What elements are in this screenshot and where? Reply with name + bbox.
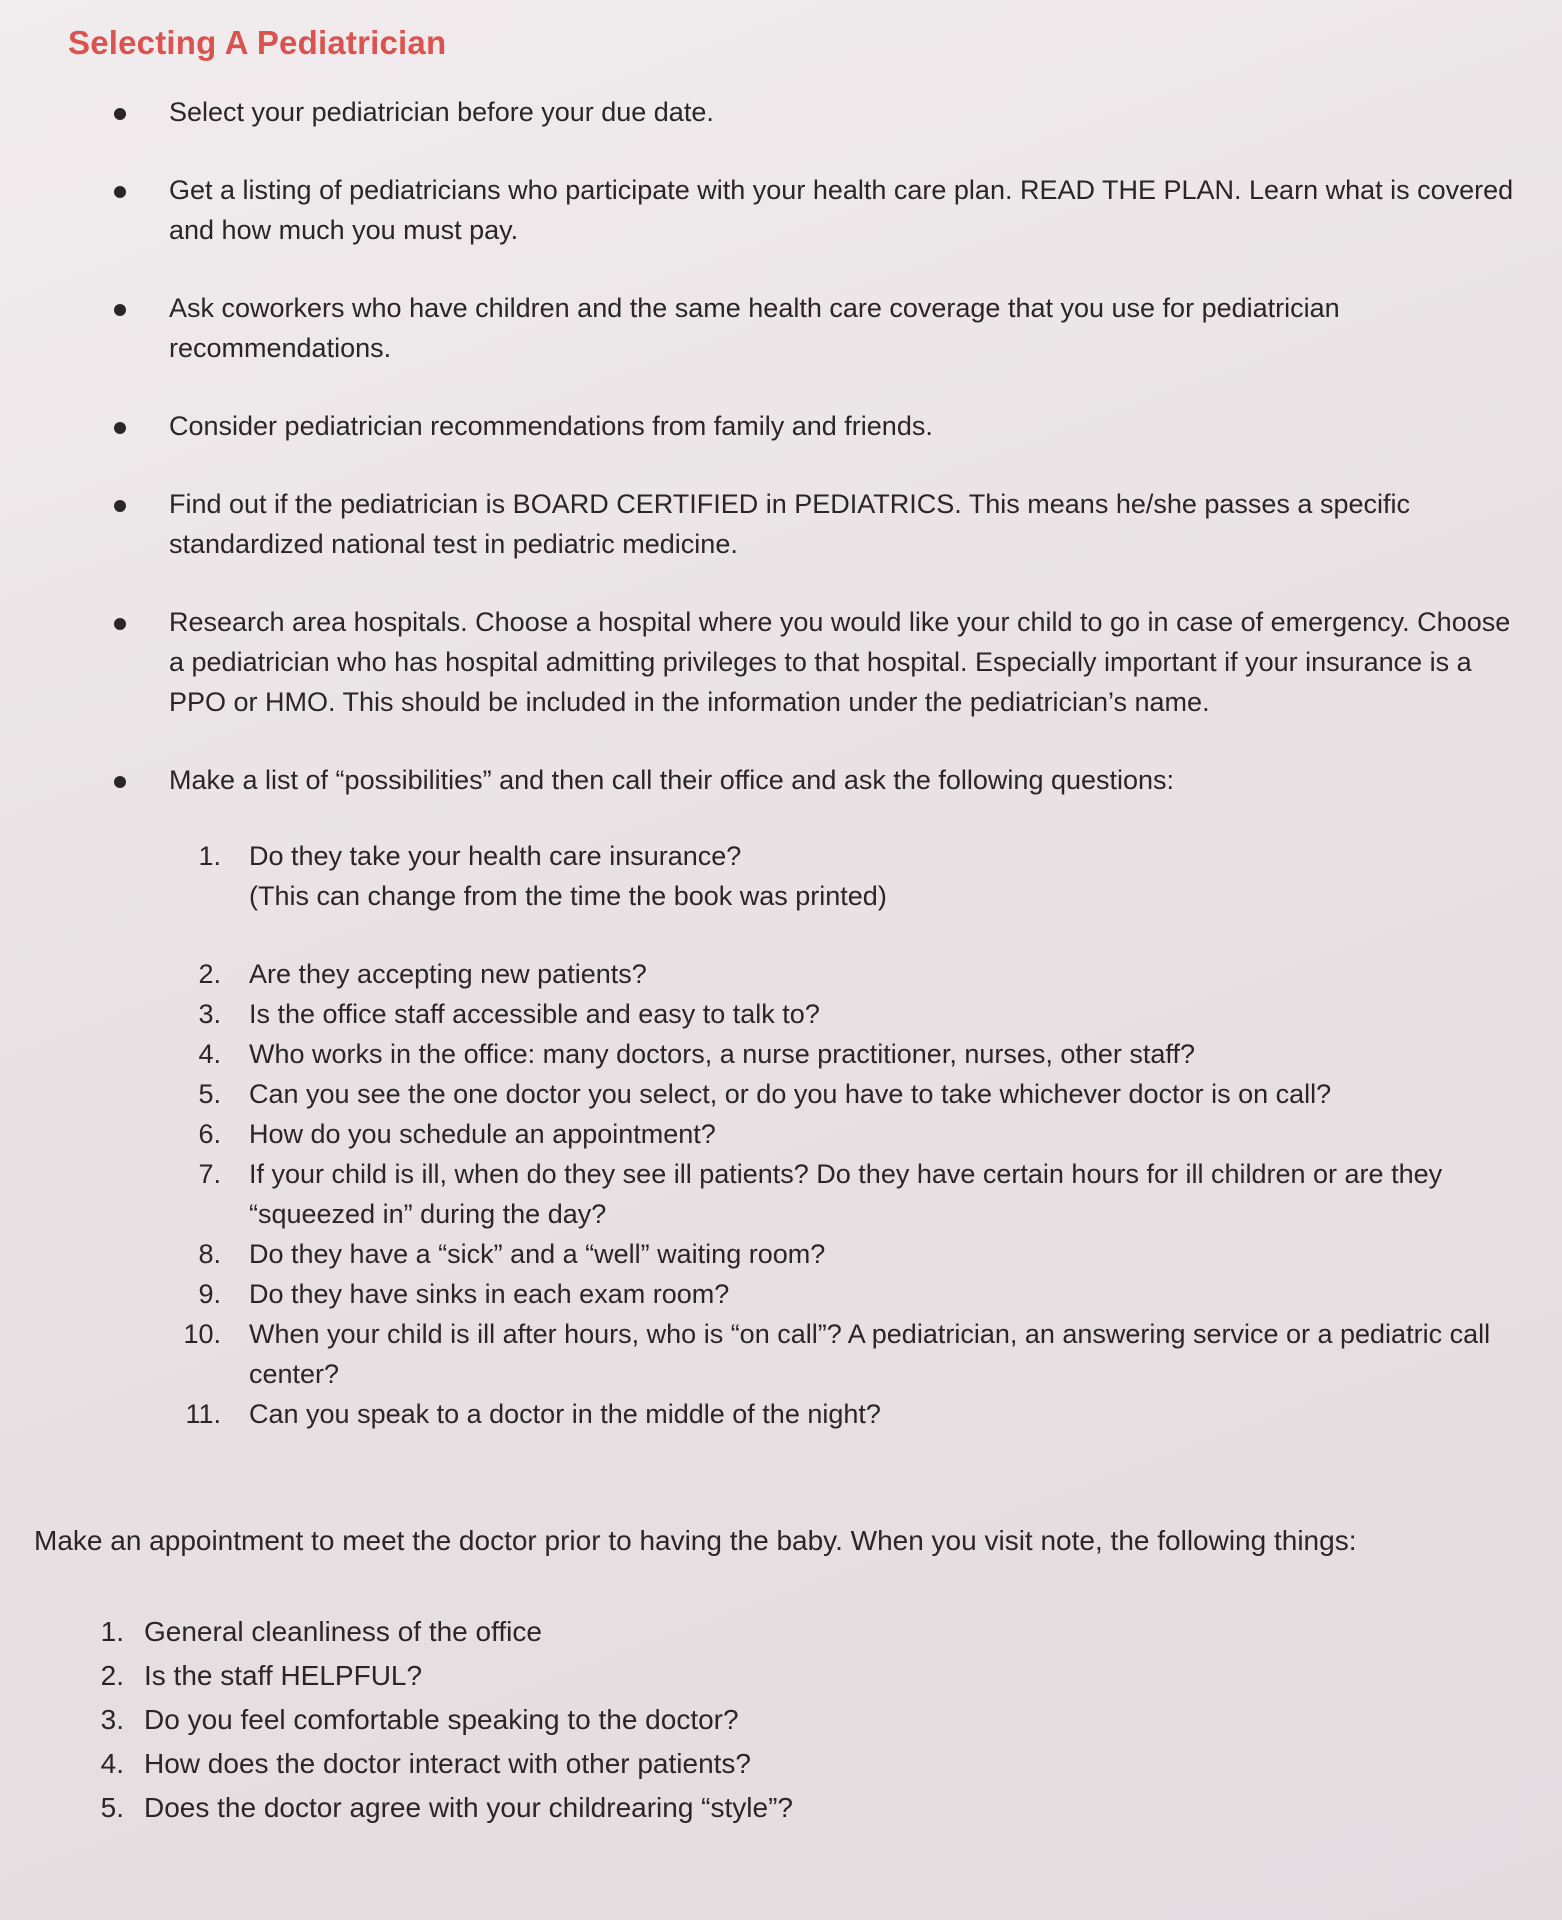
question-number: 3.: [198, 999, 221, 1029]
question-note: (This can change from the time the book was printed): [249, 881, 887, 911]
question-text: Is the office staff accessible and easy to talk to?: [249, 999, 820, 1029]
checklist-text: Is the staff HELPFUL?: [144, 1660, 423, 1691]
question-item: [169, 836, 1532, 916]
bullet-icon: [114, 776, 126, 788]
checklist-item: [34, 1742, 1532, 1786]
question-text: Can you speak to a doctor in the middle of the night?: [249, 1399, 881, 1429]
question-text: How do you schedule an appointment?: [249, 1119, 716, 1149]
checklist-number: 5.: [100, 1792, 124, 1823]
checklist-text: General cleanliness of the office: [144, 1616, 542, 1647]
question-text: Do they have a “sick” and a “well” waiting room?: [249, 1239, 826, 1269]
question-text: Can you see the one doctor you select, or do you have to take whichever doctor is on call?: [249, 1079, 1332, 1109]
question-number: 4.: [198, 1039, 221, 1069]
tip-item: [34, 760, 1532, 1434]
question-text: Who works in the office: many doctors, a nurse practitioner, nurses, other staff?: [249, 1039, 1195, 1069]
question-item: [169, 1394, 1532, 1434]
checklist-item: [34, 1698, 1532, 1742]
visit-checklist: [34, 1610, 1532, 1830]
question-number: 1.: [198, 841, 221, 871]
checklist-text: How does the doctor interact with other patients?: [144, 1748, 752, 1779]
checklist-text: Does the doctor agree with your childrearing “style”?: [144, 1792, 793, 1823]
tip-text: Research area hospitals. Choose a hospital where you would like your child to go in case of emergency. Choose a pediatrician who has hospital admitting privileges to that hospital. Especially important if your insurance is a PPO or HMO. This should be included in the information under the pediatrician’s name.: [169, 607, 1511, 717]
checklist-text: Do you feel comfortable speaking to the doctor?: [144, 1704, 739, 1735]
question-text: If your child is ill, when do they see ill patients? Do they have certain hours for ill children or are they “squeezed in” during the day?: [249, 1159, 1443, 1229]
question-text: Are they accepting new patients?: [249, 959, 647, 989]
bullet-icon: [114, 500, 126, 512]
question-item: [169, 1314, 1532, 1394]
tip-text: Consider pediatrician recommendations from family and friends.: [169, 411, 933, 441]
question-text: Do they take your health care insurance?: [249, 841, 742, 871]
bullet-icon: [114, 108, 126, 120]
checklist-item: [34, 1786, 1532, 1830]
question-item: [169, 1274, 1532, 1314]
question-list: [169, 836, 1532, 1434]
checklist-number: 2.: [100, 1660, 124, 1691]
tip-text: Ask coworkers who have children and the same health care coverage that you use for pediatrician recommendations.: [169, 293, 1340, 363]
question-text: Do they have sinks in each exam room?: [249, 1279, 730, 1309]
question-text: When your child is ill after hours, who is “on call”? A pediatrician, an answering service or a pediatric call center?: [249, 1319, 1491, 1389]
tip-item: [34, 602, 1532, 722]
question-item: [169, 1074, 1532, 1114]
tip-text: Find out if the pediatrician is BOARD CERTIFIED in PEDIATRICS. This means he/she passes a specific standardized national test in pediatric medicine.: [169, 489, 1410, 559]
bullet-icon: [114, 422, 126, 434]
closing-paragraph: Make an appointment to meet the doctor prior to having the baby. When you visit note, the following things:: [34, 1525, 1357, 1556]
question-number: 9.: [198, 1279, 221, 1309]
checklist-item: [34, 1610, 1532, 1654]
question-number: 7.: [198, 1159, 221, 1189]
checklist-number: 3.: [100, 1704, 124, 1735]
tip-text: Get a listing of pediatricians who participate with your health care plan. READ THE PLAN. Learn what is covered and how much you must pay.: [169, 175, 1514, 245]
question-number: 5.: [198, 1079, 221, 1109]
bullet-icon: [114, 304, 126, 316]
question-item: [169, 994, 1532, 1034]
checklist-number: 1.: [100, 1616, 124, 1647]
tip-item: [34, 92, 1532, 132]
question-item: [169, 1154, 1532, 1234]
question-item: [169, 1114, 1532, 1154]
question-item: [169, 954, 1532, 994]
checklist-item: [34, 1654, 1532, 1698]
question-number: 10.: [183, 1319, 221, 1349]
question-number: 11.: [185, 1399, 221, 1429]
tip-item: [34, 406, 1532, 446]
question-item: [169, 1034, 1532, 1074]
tip-item: [34, 484, 1532, 564]
checklist-number: 4.: [100, 1748, 124, 1779]
bullet-icon: [114, 186, 126, 198]
tip-item: [34, 170, 1532, 250]
question-number: 8.: [198, 1239, 221, 1269]
tips-list: [34, 92, 1532, 1434]
question-number: 2.: [198, 959, 221, 989]
question-item: [169, 1234, 1532, 1274]
tip-item: [34, 288, 1532, 368]
tip-text: Make a list of “possibilities” and then call their office and ask the following questions:: [169, 765, 1175, 795]
bullet-icon: [114, 618, 126, 630]
question-number: 6.: [198, 1119, 221, 1149]
tip-text: Select your pediatrician before your due date.: [169, 97, 714, 127]
page-title: Selecting A Pediatrician: [68, 24, 447, 61]
